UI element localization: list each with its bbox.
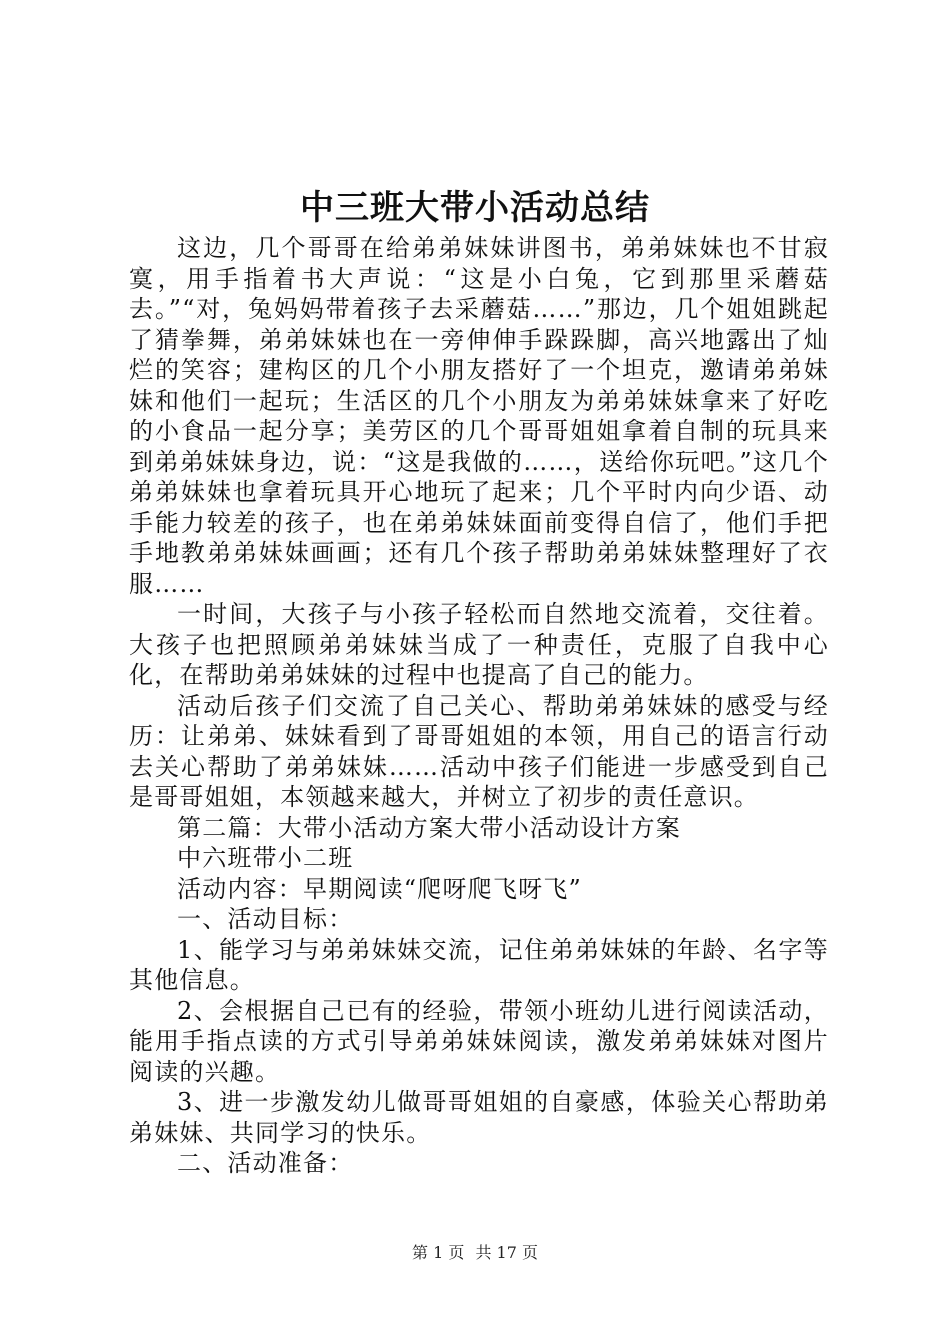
section-heading: 二、活动准备： [177,1149,354,1177]
paragraph: 活动后孩子们交流了自己关心、帮助弟弟妹妹的感受与经历：让弟弟、妹妹看到了哥哥姐姐的本领，用自己的语言行动去关心帮助了弟弟妹妹……活动中孩子们能进一步感受到自己是哥哥姐姐，本领越来越大，并树立了初步的责任意识。 [129,691,829,811]
paragraph: 这边，几个哥哥在给弟弟妹妹讲图书，弟弟妹妹也不甘寂寞，用手指着书大声说：“这是小白兔，它到那里采蘑菇去。”“对，兔妈妈带着孩子去采蘑菇……”那边，几个姐姐跳起了猜拳舞，弟弟妹妹也在一旁伸伸手跺跺脚，高兴地露出了灿烂的笑容；建构区的几个小朋友搭好了一个坦克，邀请弟弟妹妹和他们一起玩；生活区的几个小朋友为弟弟妹妹拿来了好吃的小食品一起分享；美劳区的几个哥哥姐姐拿着自制的玩具来到弟弟妹妹身边，说：“这是我做的……，送给你玩吧。”这几个弟弟妹妹也拿着玩具开心地玩了起来；几个平时内向少语、动手能力较差的孩子，也在弟弟妹妹面前变得自信了，他们手把手地教弟弟妹妹画画；还有几个孩子帮助弟弟妹妹整理好了衣服…… [129,234,829,598]
page-number: 第 1 页 [412,1243,465,1262]
page-total: 共 17 页 [475,1243,538,1262]
document-title: 中三班大带小活动总结 [300,188,650,228]
page-footer [0,1243,950,1263]
section-heading: 第二篇：大带小活动方案大带小活动设计方案 [177,813,681,842]
list-item: 2、会根据自己已有的经验，带领小班幼儿进行阅读活动，能用手指点读的方式引导弟弟妹妹阅读，激发弟弟妹妹对图片阅读的兴趣。 [129,996,829,1086]
section-heading: 一、活动目标： [177,905,354,933]
paragraph: 一时间，大孩子与小孩子轻松而自然地交流着，交往着。大孩子也把照顾弟弟妹妹当成了一种责任，克服了自我中心化，在帮助弟弟妹妹的过程中也提高了自己的能力。 [129,600,829,689]
list-item: 3、进一步激发幼儿做哥哥姐姐的自豪感，体验关心帮助弟弟妹妹、共同学习的快乐。 [129,1088,829,1147]
list-item: 1、能学习与弟弟妹妹交流，记住弟弟妹妹的年龄、名字等其他信息。 [129,935,829,994]
document-body [129,233,829,1179]
paragraph: 中六班带小二班 [177,844,354,872]
paragraph: 活动内容：早期阅读“爬呀爬飞呀飞” [177,874,582,903]
